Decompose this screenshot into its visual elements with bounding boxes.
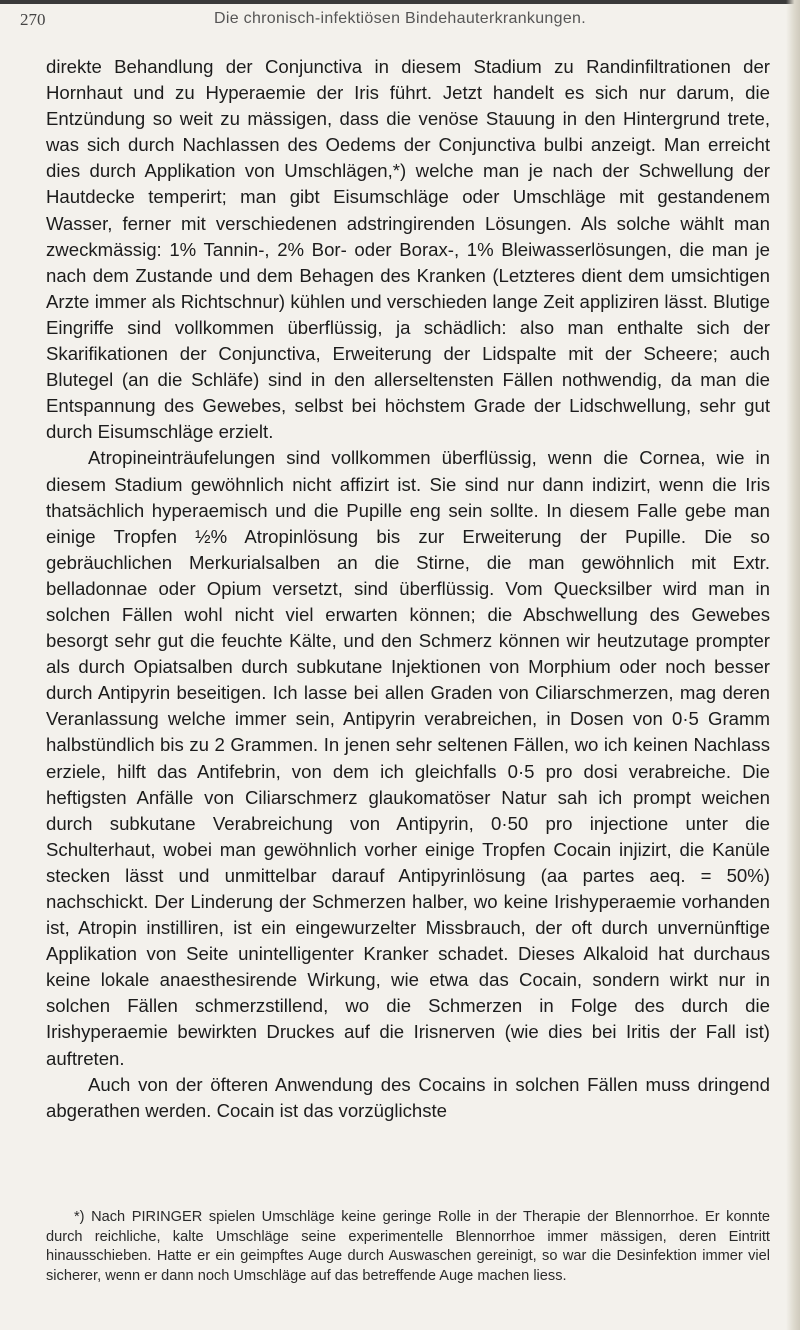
main-text: [46, 54, 770, 1124]
paragraph-3: Auch von der öfteren Anwendung des Cocains in solchen Fällen muss dringend abgerathen werden. Cocain ist das vorzüglichste: [46, 1073, 770, 1121]
running-title: Die chronisch-infektiösen Bindehauterkrankungen.: [214, 10, 586, 27]
paragraph-2: Atropineinträufelungen sind vollkommen überflüssig, wenn die Cornea, wie in diesem Stadium gewöhnlich nicht affizirt ist. Sie sind nur dann indizirt, wenn die Iris thatsächlich hyperaemisch und die Pupille eng sein sollte. In diesem Falle gebe man einige Tropfen ½% Atropinlösung bis zur Erweiterung der Pupille. Die so gebräuchlichen Merkurialsalben an die Stirne, die man gewöhnlich mit Extr. belladonnae oder Opium versetzt, sind überflüssig. Vom Quecksilber wird man in solchen Fällen wohl nicht viel erwarten können; die Abschwellung des Gewebes besorgt sehr gut die feuchte Kälte, und den Schmerz können wir heutzutage prompter als durch Opiatsalben durch subkutane Injektionen von Morphium oder noch besser durch Antipyrin beseitigen. Ich lasse bei allen Graden von Ciliarschmerzen, mag deren Veranlassung welche immer sein, Antipyrin verabreichen, in Dosen von 0·5 Gramm halbstündlich bis zu 2 Grammen. In jenen sehr seltenen Fällen, wo ich keinen Nachlass erziele, hilft das Antifebrin, von dem ich gleichfalls 0·5 pro dosi verabreiche. Die heftigsten Anfälle von Ciliarschmerz glaukomatöser Natur sah ich prompt weichen durch subkutane Verabreichung von Antipyrin, 0·50 pro injectione unter die Schulterhaut, wobei man gewöhnlich vorher einige Tropfen Cocain injizirt, die Kanüle stecken lässt und unmittelbar darauf Antipyrinlösung (aa partes aeq. = 50%) nachschickt. Der Linderung der Schmerzen halber, wo keine Irishyperaemie vorhanden ist, Atropin instilliren, ist ein eingewurzelter Missbrauch, der oft durch unvernünftige Applikation von Seite unintelligenter Kranker schadet. Dieses Alkaloid hat durchaus keine lokale anaesthesirende Wirkung, wie etwa das Cocain, sondern wirkt nur in solchen Fällen schmerzstillend, wo die Schmerzen in Folge des durch die Irishyperaemie bewirkten Druckes auf die Irisnerven (wie dies bei Iritis der Fall ist) auftreten.: [46, 447, 770, 1069]
page-edge-shadow: [786, 0, 800, 1330]
page-number: 270: [20, 10, 46, 29]
page-header: [0, 10, 800, 34]
footnote: *) Nach PIRINGER spielen Umschläge keine geringe Rolle in der Therapie der Blennorrhoe. Er konnte durch reichliche, kalte Umschläge seine experimentelle Blennorrhoe immer mässigen, deren Eintritt hinausschieben. Hatte er ein geimpftes Auge durch Auswaschen gereinigt, so war die Desinfektion immer viel sicherer, wenn er dann noch Umschläge auf das betreffende Auge machen liess.: [46, 1209, 770, 1284]
top-rule: [0, 0, 800, 4]
paragraph-1: direkte Behandlung der Conjunctiva in diesem Stadium zu Randinfiltrationen der Hornhaut und zu Hyperaemie der Iris führt. Jetzt handelt es sich nur darum, die Entzündung so weit zu mässigen, dass die venöse Stauung in den Hintergrund trete, was sich durch Nachlassen des Oedems der Conjunctiva bulbi anzeigt. Man erreicht dies durch Applikation von Umschlägen,*) welche man je nach der Schwellung der Hautdecke temperirt; man gibt Eisumschläge oder Umschläge mit gestandenem Wasser, ferner mit verschiedenen adstringirenden Lösungen. Als solche wählt man zweckmässig: 1% Tannin-, 2% Bor- oder Borax-, 1% Bleiwasserlösungen, die man je nach dem Zustande und dem Behagen des Kranken (Letzteres dient dem umsichtigen Arzte immer als Richtschnur) kühlen und verschieden lange Zeit appliziren lässt. Blutige Eingriffe sind vollkommen überflüssig, ja schädlich: also man enthalte sich der Skarifikationen der Conjunctiva, Erweiterung der Lidspalte mit der Scheere; auch Blutegel (an die Schläfe) sind in den allerseltensten Fällen nothwendig, da man die Entspannung des Gewebes, selbst bei höchstem Grade der Lidschwellung, sehr gut durch Eisumschläge erzielt.: [46, 56, 770, 443]
